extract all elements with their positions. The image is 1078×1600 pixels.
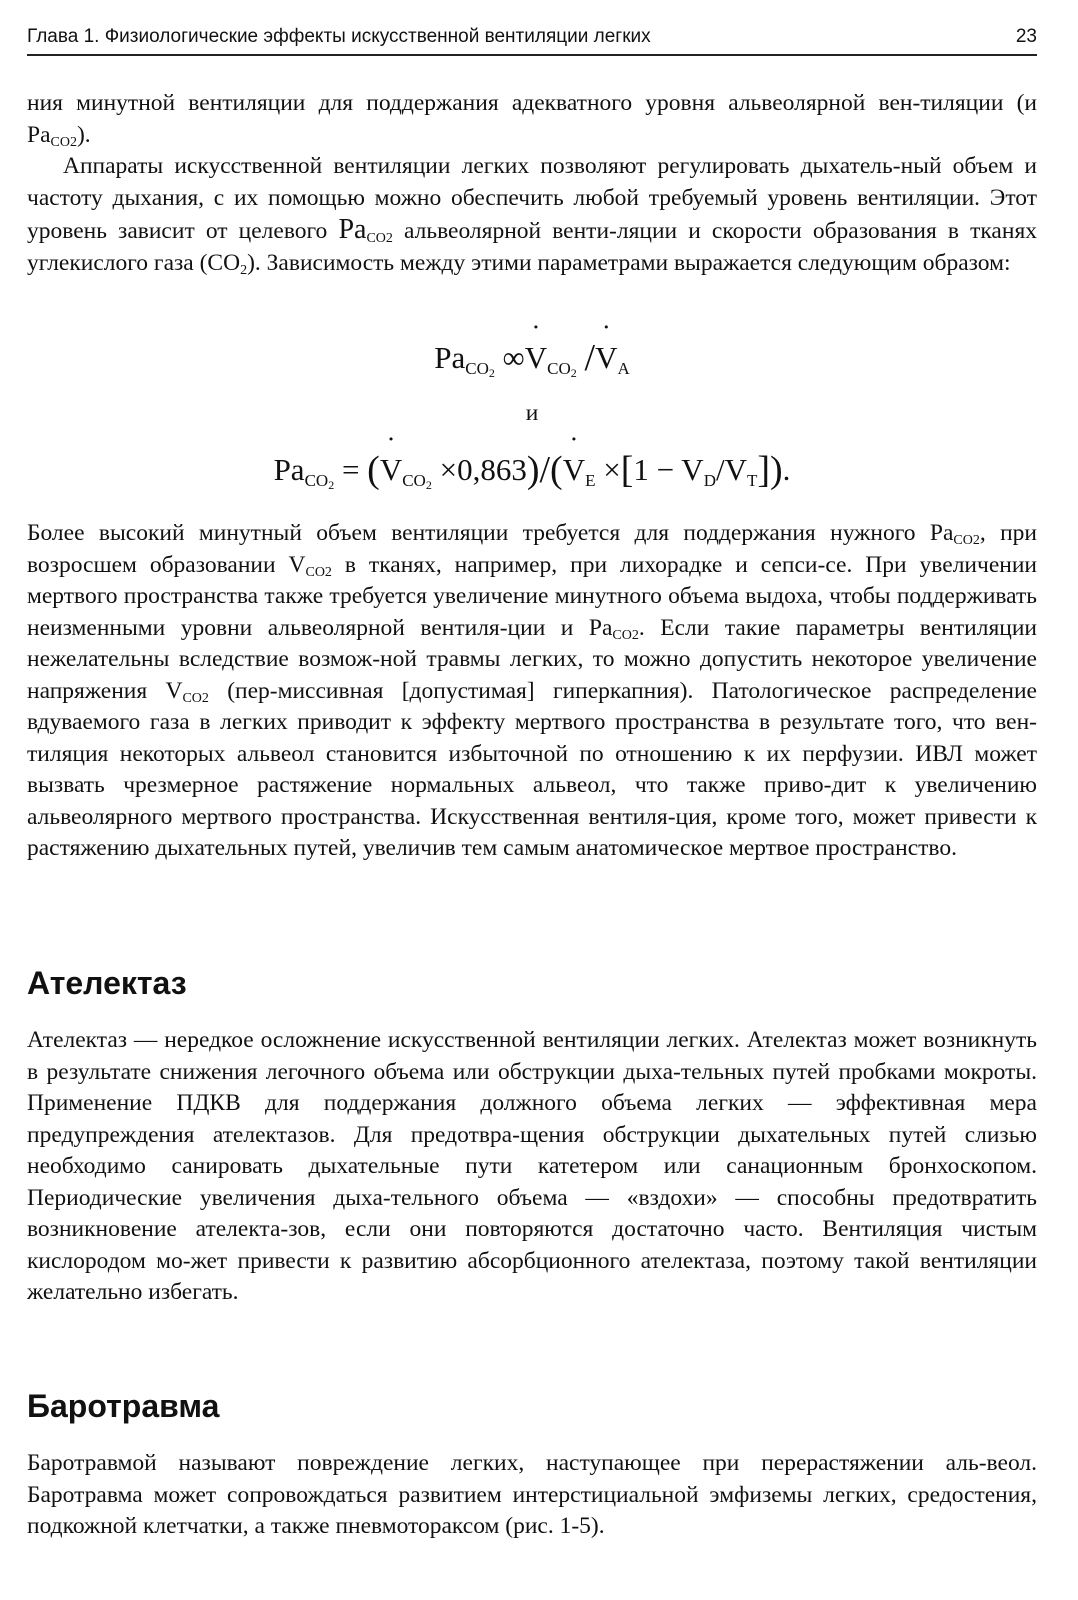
formula-subscript bbox=[465, 359, 495, 378]
formula-term: 1 − V bbox=[633, 452, 704, 487]
formula-subscript: 2 bbox=[488, 366, 495, 380]
formula-term: ×0,863 bbox=[431, 452, 527, 487]
formula-subscript-text: CO bbox=[304, 471, 329, 490]
subscript: CO2 bbox=[50, 134, 77, 150]
formula-subscript: 2 bbox=[328, 478, 335, 492]
formula-symbol: ˙ V bbox=[563, 450, 585, 490]
chapter-title: Глава 1. Физиологические эффекты искусственной вентиляции легких bbox=[27, 26, 651, 47]
formula-bracket: ( bbox=[550, 449, 563, 491]
body-text-atelectasis bbox=[27, 1025, 1037, 1309]
formula-bracket: ) bbox=[770, 449, 783, 491]
text-run: (пер-миссивная [допустимая] гиперкапния). Патологическое распределение вдуваемого газа в легких приводит к эффекту мертвого пространства в результате того, что вен-тиляция некоторых альвеол становится избыточной по отношению к их перфузии. ИВЛ может вызвать чрезмерное растяжение нормальных альвеол, что также приво-дит к увеличению альвеолярного мертвого пространства. Искусственная вентиля-ция, кроме того, может привести к растяжению дыхательных путей, увеличив тем самым анатомическое мертвое пространство. bbox=[27, 677, 1037, 861]
formula-subscript: 2 bbox=[425, 478, 432, 492]
formula-operator: / bbox=[539, 449, 551, 491]
formula-bracket: ] bbox=[757, 449, 771, 491]
subscript: CO2 bbox=[366, 231, 393, 246]
subscript: 2 bbox=[240, 262, 248, 278]
formula-operator: = bbox=[334, 452, 368, 487]
body-text-deadspace bbox=[27, 518, 1037, 865]
text-run: ния минутной вентиляции для поддержания адекватного уровня альвеолярной вен-тиляции (и Pa bbox=[27, 90, 1037, 148]
formula-symbol: ˙ V bbox=[380, 450, 402, 490]
body-text-top bbox=[27, 88, 1037, 279]
formula-operator: ∞ bbox=[502, 340, 525, 375]
formula-subscript: A bbox=[617, 359, 630, 378]
section-heading-barotrauma: Баротравма bbox=[27, 1388, 220, 1424]
formula-subscript bbox=[305, 471, 335, 490]
formula-subscript: E bbox=[585, 471, 596, 490]
formula-subscript: 2 bbox=[570, 366, 577, 380]
subscript: CO2 bbox=[612, 627, 639, 643]
formula-subscript: D bbox=[703, 471, 716, 490]
paragraph-continuation bbox=[27, 88, 1037, 151]
formula-bracket: ( bbox=[367, 449, 380, 491]
page-number: 23 bbox=[1015, 26, 1037, 47]
formula-symbol: Pa bbox=[273, 452, 305, 487]
paragraph-apparatus bbox=[27, 151, 1037, 279]
formula-operator: / bbox=[584, 337, 596, 379]
formula-symbol: Pa bbox=[434, 340, 466, 375]
formula-term: . bbox=[782, 452, 791, 487]
paragraph-minute-ventilation bbox=[27, 518, 1037, 865]
text-run: Pa bbox=[338, 214, 367, 245]
formula-bracket: ) bbox=[526, 449, 540, 491]
subscript: CO2 bbox=[305, 564, 332, 580]
formula-subscript-text: CO bbox=[465, 359, 489, 378]
text-run: Более высокий минутный объем вентиляции требуется для поддержания нужного Pa bbox=[27, 520, 954, 546]
subscript: CO2 bbox=[182, 690, 209, 706]
formula-operator: × bbox=[595, 452, 621, 487]
formula-subscript-text: CO bbox=[547, 359, 571, 378]
formula-paco2 bbox=[27, 450, 1037, 490]
text-run: Аппараты искусственной вентиляции легких позволяют регулировать дыхатель-ный объем и частоту дыхания, с их помощью можно обеспечить любой требуемый уровень вентиляции. Этот уровень зависит от целевого bbox=[27, 153, 1037, 244]
formula-symbol: ˙ V bbox=[595, 338, 617, 378]
body-text-barotrauma bbox=[27, 1448, 1037, 1543]
text-run: альвеолярной венти-ляции и скорости образования в тканях углекислого газа (CO bbox=[27, 218, 1038, 276]
text-run: в тканях, например, при лихорадке и сепси-се. При увеличении мертвого пространства также требуется увеличение минутного объема выдоха, чтобы поддерживать неизменными уровни альвеолярной вентиля-ции и Pa bbox=[27, 551, 1037, 641]
formula-subscript bbox=[547, 359, 577, 378]
section-heading-atelectasis: Ателектаз bbox=[27, 965, 187, 1001]
formula-term: /V bbox=[715, 452, 747, 487]
paragraph-atelectasis: Ателектаз — нередкое осложнение искусственной вентиляции легких. Ателектаз может возникнуть в результате снижения легочного объема или обструкции дыха-тельных путей пробками мокроты. Применение ПДКВ для поддержания должного объема легких — эффективная мера предупреждения ателектазов. Для предотвра-щения обструкции дыхательных путей слизью необходимо санировать дыхательные пути катетером или санационным бронхоскопом. Периодические увеличения дыха-тельного объема — «вздохи» — способны предотвратить возникновение ателекта-зов, если они повторяются достаточно часто. Вентиляция чистым кислородом мо-жет привести к развитию абсорбционного ателектаза, поэтому такой вентиляции желательно избегать. bbox=[27, 1027, 1037, 1305]
formula-bracket: [ bbox=[620, 449, 634, 491]
text-run: . Если такие параметры вентиляции нежелательны вследствие возмож-ной травмы легких, то можно допустить некоторое увеличение напряжения V bbox=[27, 614, 1037, 704]
formula-subscript-text: CO bbox=[402, 471, 426, 490]
text-run: ). Зависимость между этими параметрами выражается следующим образом: bbox=[247, 249, 1011, 276]
formula-proportional bbox=[27, 338, 1037, 378]
formula-conjunction: и bbox=[525, 400, 539, 426]
formula-subscript bbox=[402, 471, 432, 490]
formula-symbol: ˙ V bbox=[525, 338, 547, 378]
text-run: ). bbox=[76, 121, 91, 148]
running-header bbox=[27, 20, 1037, 56]
text-run: , при возросшем образовании V bbox=[27, 520, 1037, 578]
subscript: CO2 bbox=[953, 533, 980, 548]
formula-subscript: T bbox=[746, 471, 758, 490]
paragraph-barotrauma: Баротравмой называют повреждение легких, наступающее при перерастяжении аль-веол. Баротравма может сопровождаться развитием интерстициальной эмфиземы легких, средостения, подкожной клетчатки, а также пневмотораксом (рис. 1-5). bbox=[27, 1450, 1037, 1539]
